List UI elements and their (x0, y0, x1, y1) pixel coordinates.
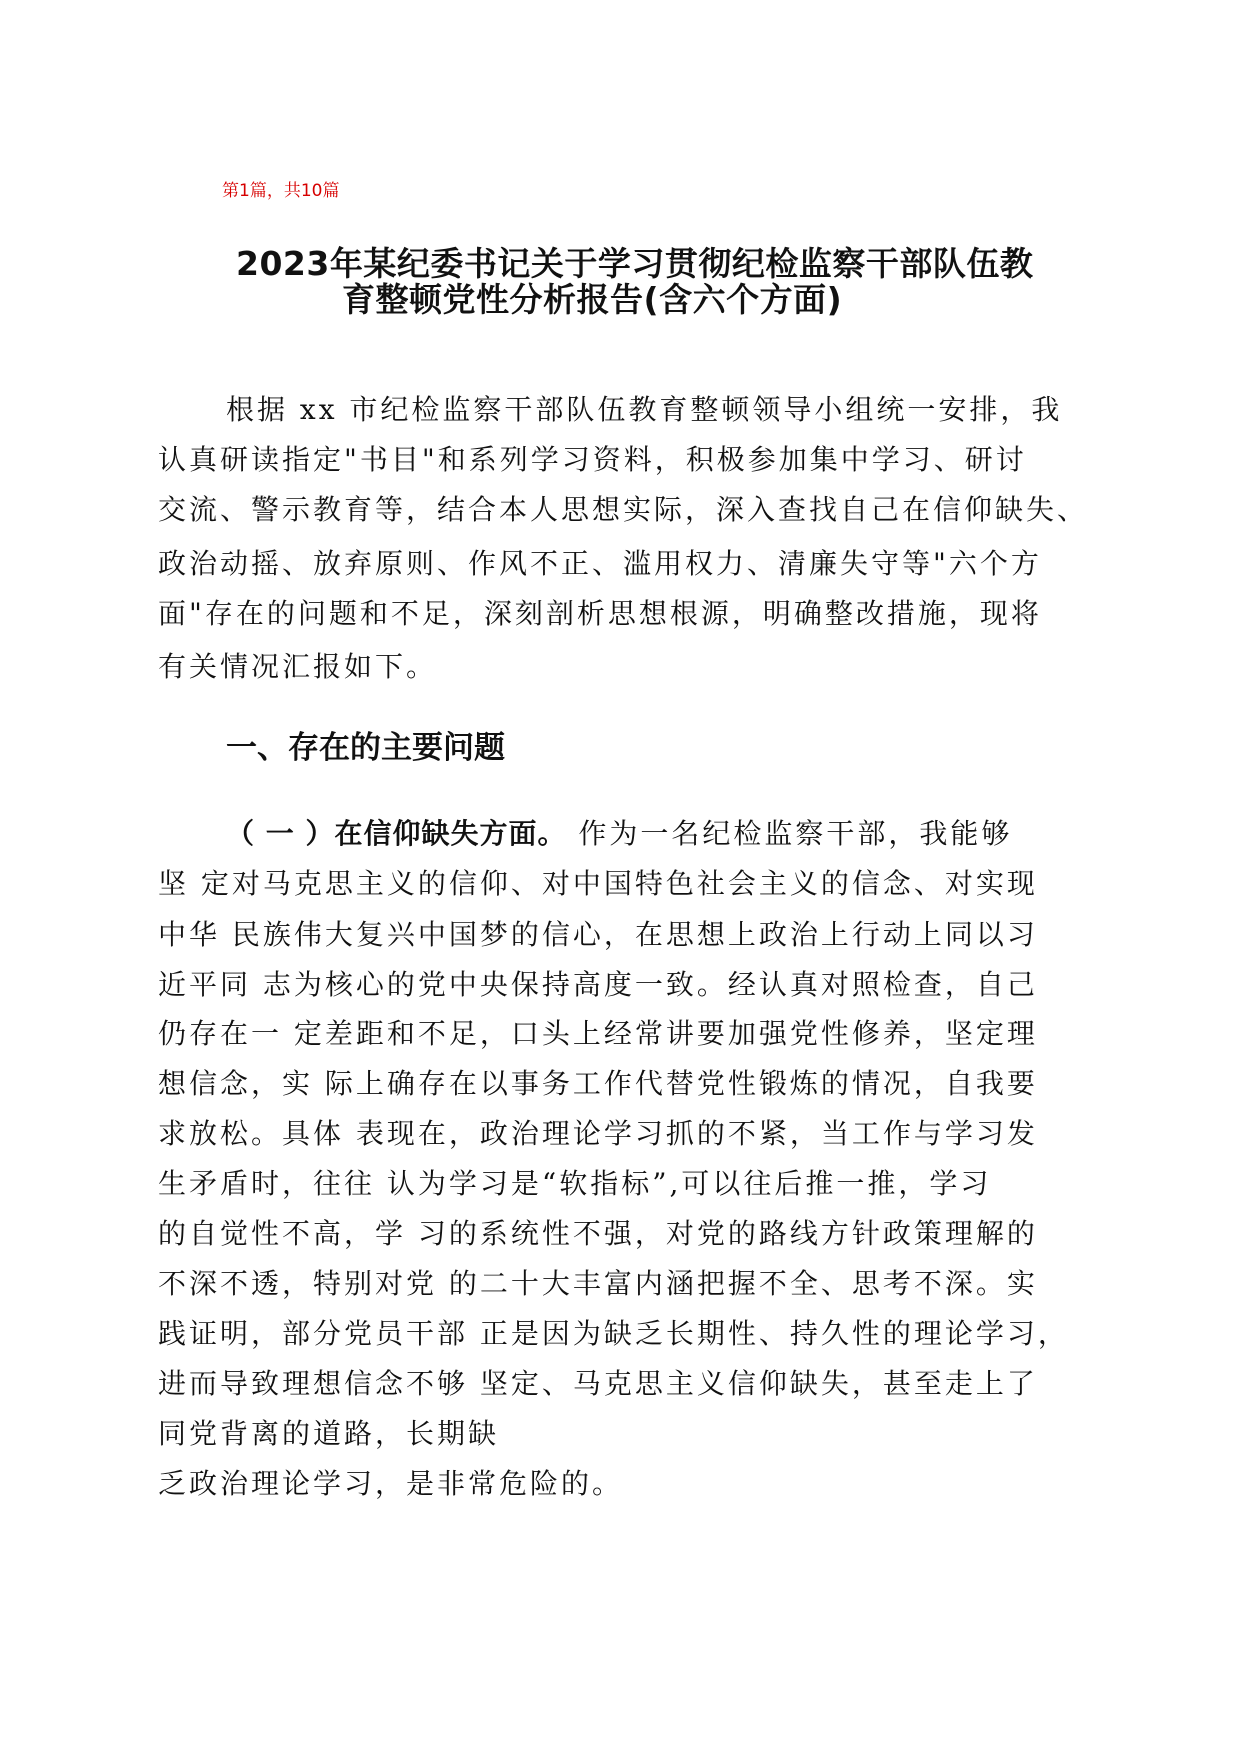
subsection-line: 坚 定对马克思主义的信仰、对中国特色社会主义的信念、对实现 (158, 867, 1038, 900)
subsection-heading: （ 一 ）在信仰缺失方面。 (226, 817, 567, 850)
intro-line: 面"存在的问题和不足，深刻剖析思想根源，明确整改措施，现将 (158, 597, 1042, 630)
intro-line: 政治动摇、放弃原则、作风不正、滥用权力、清廉失守等"六个方 (158, 547, 1042, 580)
title-line-2: 育整顿党性分析报告(含六个方面) (342, 280, 843, 319)
subsection-line: 不深不透，特别对党 的二十大丰富内涵把握不全、思考不深。实 (158, 1267, 1038, 1300)
subsection-line: 想信念，实 际上确存在以事务工作代替党性锻炼的情况，自我要 (158, 1067, 1038, 1100)
page-counter: 第1篇，共10篇 (222, 181, 340, 201)
subsection-line-text: 作为一名纪检监察干部，我能够 (566, 817, 1013, 850)
subsection-line: 乏政治理论学习，是非常危险的。 (158, 1467, 624, 1500)
subsection-line: 生矛盾时，往往 认为学习是“软指标”,可以往后推一推，学习 (158, 1167, 992, 1200)
subsection-line: 的自觉性不高，学 习的系统性不强，对党的路线方针政策理解的 (158, 1217, 1038, 1250)
subsection-line: 同党背离的道路，长期缺 (158, 1417, 500, 1450)
title-line-1: 2023年某纪委书记关于学习贯彻纪检监察干部队伍教 (236, 244, 1034, 283)
subsection-line: 求放松。具体 表现在，政治理论学习抓的不紧，当工作与学习发 (158, 1117, 1038, 1150)
section-heading: 一、存在的主要问题 (226, 730, 505, 766)
subsection-first-line (226, 812, 1012, 852)
subsection-line: 近平同 志为核心的党中央保持高度一致。经认真对照检查，自己 (158, 968, 1038, 1001)
intro-line: 认真研读指定"书目"和系列学习资料，积极参加集中学习、研讨 (158, 443, 1027, 476)
subsection-line: 进而导致理想信念不够 坚定、马克思主义信仰缺失，甚至走上了 (158, 1367, 1038, 1400)
intro-line: 有关情况汇报如下。 (158, 650, 438, 683)
subsection-line: 践证明，部分党员干部 正是因为缺乏长期性、持久性的理论学习， (158, 1317, 1069, 1350)
subsection-line: 中华 民族伟大复兴中国梦的信心，在思想上政治上行动上同以习 (158, 918, 1038, 951)
intro-line: 交流、警示教育等，结合本人思想实际，深入查找自己在信仰缺失、 (158, 493, 1089, 526)
intro-line: 根据 xx 市纪检监察干部队伍教育整顿领导小组统一安排，我 (226, 393, 1063, 426)
subsection-line: 仍存在一 定差距和不足，口头上经常讲要加强党性修养，坚定理 (158, 1017, 1038, 1050)
